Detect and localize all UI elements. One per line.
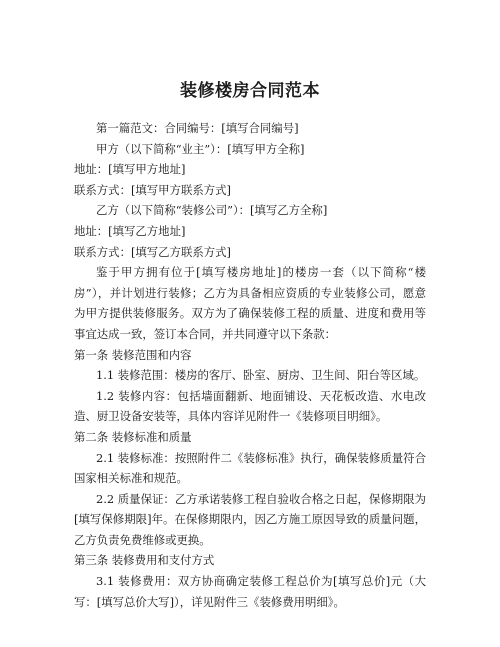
article-1-heading: 第一条 装修范围和内容 bbox=[74, 347, 192, 362]
article-2-heading: 第二条 装修标准和质量 bbox=[74, 429, 192, 444]
party-a-name-line: 甲方（以下简称“业主”）：[填写甲方全称] bbox=[96, 141, 305, 156]
page-title: 装修楼房合同范本 bbox=[180, 81, 320, 101]
document-body bbox=[74, 118, 426, 612]
clause-2-2: 2.2 质量保证：乙方承诺装修工程自验收合格之日起，保修期限为[填写保修期限]年。在保修期限内，因乙方施工原因导致的质量问题，乙方负责免费维修或更换。 bbox=[74, 491, 426, 547]
party-a-contact-line: 联系方式：[填写甲方联系方式] bbox=[74, 182, 231, 197]
clause-2-1: 2.1 装修标准：按照附件二《装修标准》执行，确保装修质量符合国家相关标准和规范。 bbox=[74, 450, 426, 486]
clause-3-1: 3.1 装修费用：双方协商确定装修工程总价为[填写总价]元（大写：[填写总价大写]），详见附件三《装修费用明细》。 bbox=[74, 574, 426, 609]
party-b-contact-line: 联系方式：[填写乙方联系方式] bbox=[74, 244, 231, 259]
clause-1-1: 1.1 装修范围：楼房的客厅、卧室、厨房、卫生间、阳台等区域。 bbox=[96, 368, 426, 383]
contract-number-line: 第一篇范文：合同编号：[填写合同编号] bbox=[96, 121, 299, 135]
article-3-heading: 第三条 装修费用和支付方式 bbox=[74, 553, 215, 568]
preamble-paragraph: 鉴于甲方拥有位于[填写楼房地址]的楼房一套（以下简称“楼房”），并计划进行装修；乙方为具备相应资质的专业装修公司，愿意为甲方提供装修服务。双方为了确保装修工程的质量、进度和费用等事宜达成一致，签订本合同，并共同遵守以下条款： bbox=[74, 265, 426, 341]
party-b-address-line: 地址：[填写乙方地址] bbox=[74, 223, 186, 238]
clause-1-2: 1.2 装修内容：包括墙面翻新、地面铺设、天花板改造、水电改造、厨卫设备安装等，具体内容详见附件一《装修项目明细》。 bbox=[74, 388, 426, 424]
party-b-name-line: 乙方（以下简称“装修公司”）：[填写乙方全称] bbox=[96, 203, 328, 218]
party-a-address-line: 地址：[填写甲方地址] bbox=[74, 162, 186, 177]
